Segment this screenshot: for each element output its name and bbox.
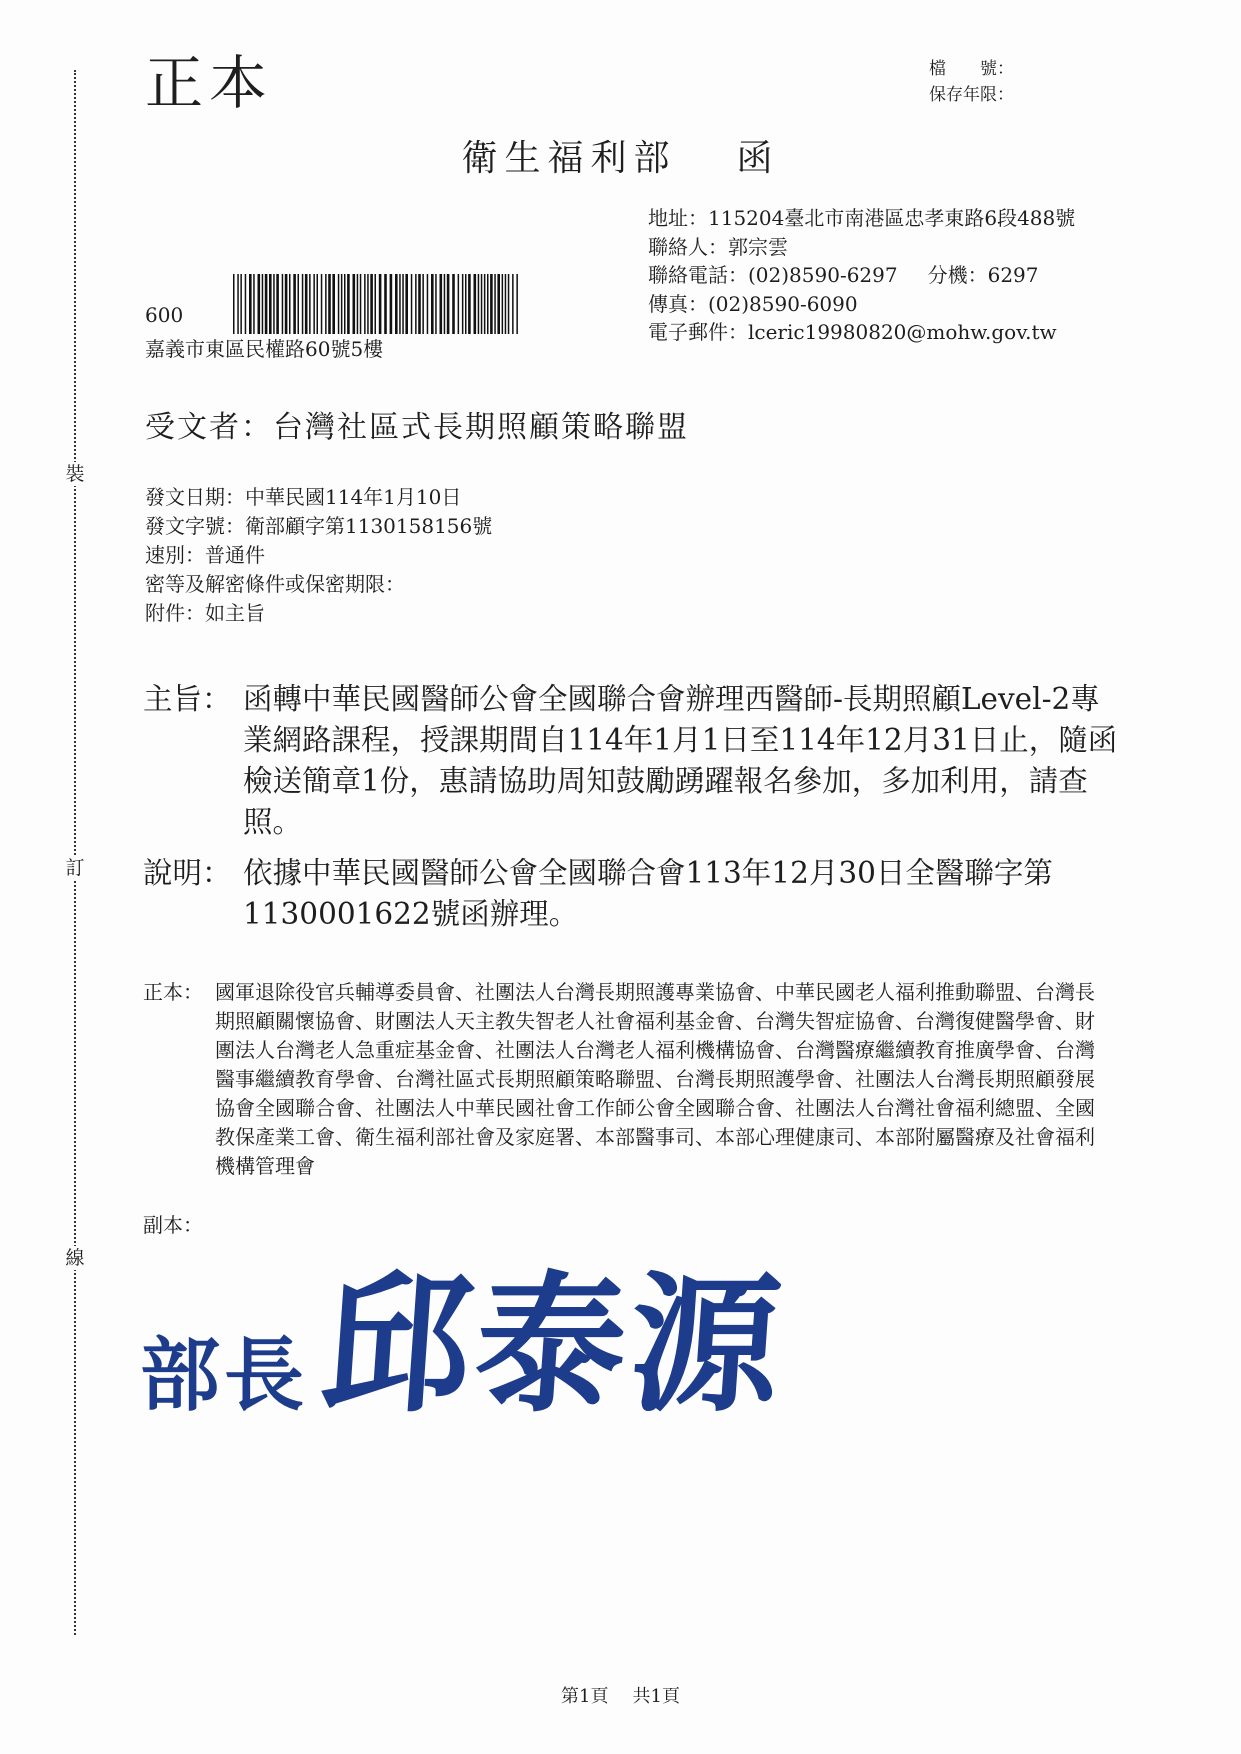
- retention-period-label: 保存年限：: [929, 85, 1014, 105]
- barcode-bar: [395, 274, 398, 334]
- contact-person: 聯絡人：郭宗雲: [648, 234, 788, 259]
- barcode-bar: [384, 274, 387, 334]
- document-meta: [145, 483, 492, 628]
- barcode-bar: [427, 274, 429, 334]
- main-recipients-text: 國軍退除役官兵輔導委員會、社團法人台灣長期照護專業協會、中華民國老人福利推動聯盟、台灣長期照顧關懷協會、財團法人天主教失智老人社會福利基金會、台灣失智症協會、台灣復健醫學會、財團法人台灣老人急重症基金會、社團法人台灣老人福利機構協會、台灣醫療繼續教育推廣學會、台灣醫事繼續教育學會、台灣社區式長期照顧策略聯盟、台灣長期照護學會、社團法人台灣長期照顧發展協會全國聯合會、社團法人中華民國社會工作師公會全國聯合會、社團法人台灣社會福利總盟、全國教保產業工會、衛生福利部社會及家庭署、本部醫事司、本部心理健康司、本部附屬醫療及社會福利機構管理會: [215, 980, 1095, 1178]
- file-meta: [929, 56, 1014, 108]
- barcode-bar: [390, 274, 393, 334]
- secrecy-level: 密等及解密條件或保密期限：: [145, 572, 405, 596]
- barcode-bar: [344, 274, 346, 334]
- barcode-bar: [338, 274, 340, 334]
- binding-mark-ding: 訂: [62, 856, 88, 880]
- contact-block: [648, 204, 1075, 347]
- signature-title: 部長: [140, 1328, 308, 1422]
- barcode-bar: [332, 274, 335, 334]
- issue-date: 發文日期：中華民國114年1月10日: [145, 485, 462, 509]
- barcode-bar: [462, 274, 464, 334]
- file-number-label: 檔 號：: [929, 59, 1014, 79]
- barcode-bar: [273, 274, 275, 334]
- contact-phone: 聯絡電話：(02)8590-6297: [648, 263, 898, 287]
- barcode-bar: [435, 274, 437, 334]
- barcode-bar: [302, 274, 304, 334]
- binding-mark-zhuang: 裝: [62, 462, 88, 486]
- barcode-bar: [240, 274, 242, 334]
- barcode-bar: [468, 274, 471, 334]
- barcode-bar: [399, 274, 401, 334]
- postal-code: 600: [145, 303, 184, 327]
- barcode-bar: [317, 274, 319, 334]
- postal-barcode: [233, 274, 519, 334]
- barcode-bar: [494, 274, 496, 334]
- barcode-bar: [282, 274, 284, 334]
- barcode-bar: [347, 274, 350, 334]
- explanation-label: 說明：: [143, 856, 232, 890]
- barcode-bar: [285, 274, 288, 334]
- barcode-bar: [289, 274, 291, 334]
- binding-mark-xian: 線: [62, 1246, 88, 1270]
- barcode-bar: [276, 274, 279, 334]
- barcode-bar: [516, 274, 518, 334]
- barcode-bar: [465, 274, 467, 334]
- barcode-bar: [237, 274, 239, 334]
- minister-signature: [140, 1255, 791, 1435]
- barcode-bar: [328, 274, 331, 334]
- barcode-bar: [258, 274, 261, 334]
- barcode-bar: [357, 274, 359, 334]
- barcode-bar: [508, 274, 510, 334]
- barcode-bar: [269, 274, 272, 334]
- barcode-bar: [402, 274, 404, 334]
- explanation-section: [143, 853, 1118, 935]
- barcode-bar: [497, 274, 500, 334]
- binding-line: [74, 70, 76, 1635]
- barcode-bar: [447, 274, 450, 334]
- contact-email: 電子郵件：lceric19980820@mohw.gov.tw: [648, 320, 1057, 344]
- barcode-bar: [370, 274, 373, 334]
- barcode-bar: [474, 274, 477, 334]
- barcode-bar: [233, 274, 235, 334]
- barcode-bar: [375, 274, 377, 334]
- barcode-bar: [262, 274, 264, 334]
- contact-fax: 傳真：(02)8590-6090: [648, 291, 858, 316]
- barcode-bar: [298, 274, 300, 334]
- barcode-bar: [505, 274, 507, 334]
- explanation-text: 依據中華民國醫師公會全國聯合會113年12月30日全醫聯字第1130001622號函辦理。: [243, 856, 1053, 931]
- subject-text: 函轉中華民國醫師公會全國聯合會辦理西醫師-長期照顧Level-2專業網路課程，授課期間自114年1月1日至114年12月31日止，隨函檢送簡章1份，惠請協助周知鼓勵踴躍報名參加，多加利用，請查照。: [243, 682, 1118, 839]
- barcode-bar: [360, 274, 362, 334]
- barcode-bar: [444, 274, 446, 334]
- barcode-bar: [478, 274, 480, 334]
- barcode-bar: [313, 274, 315, 334]
- barcode-bar: [249, 274, 252, 334]
- attachment-note: 附件：如主旨: [145, 601, 265, 625]
- barcode-bar: [253, 274, 255, 334]
- barcode-bar: [440, 274, 443, 334]
- distribution-copy: [143, 1211, 1098, 1240]
- barcode-bar: [418, 274, 421, 334]
- subject-section: [143, 679, 1118, 843]
- barcode-bar: [422, 274, 424, 334]
- main-recipients-label: 正本：: [143, 980, 203, 1004]
- barcode-bar: [379, 274, 382, 334]
- barcode-bar: [431, 274, 434, 334]
- barcode-bar: [321, 274, 323, 334]
- signature-name: 邱泰源: [315, 1257, 791, 1433]
- barcode-bar: [353, 274, 356, 334]
- sender-address: 地址：115204臺北市南港區忠孝東路6段488號: [648, 206, 1076, 230]
- barcode-bar: [364, 274, 366, 334]
- barcode-bar: [487, 274, 489, 334]
- document-number: 發文字號：衛部顧字第1130158156號: [145, 514, 493, 538]
- barcode-bar: [405, 274, 408, 334]
- subject-label: 主旨：: [143, 682, 232, 716]
- barcode-bar: [512, 274, 514, 334]
- barcode-bar: [490, 274, 493, 334]
- barcode-bar: [245, 274, 247, 334]
- distribution-main: [143, 978, 1098, 1181]
- barcode-bar: [325, 274, 327, 334]
- barcode-bar: [484, 274, 486, 334]
- barcode-bar: [293, 274, 296, 334]
- barcode-bar: [367, 274, 369, 334]
- page-number: [0, 1682, 1241, 1708]
- barcode-bar: [305, 274, 308, 334]
- barcode-bar: [411, 274, 413, 334]
- barcode-bar: [502, 274, 504, 334]
- barcode-bar: [415, 274, 417, 334]
- current-page: 第1頁: [561, 1686, 609, 1707]
- recipient-address: 嘉義市東區民權路60號5樓: [145, 337, 384, 361]
- barcode-bar: [458, 274, 460, 334]
- barcode-bar: [309, 274, 311, 334]
- barcode-bar: [452, 274, 455, 334]
- barcode-bar: [341, 274, 343, 334]
- addressee: 受文者：台灣社區式長期照顧策略聯盟: [145, 410, 689, 445]
- total-pages: 共1頁: [632, 1686, 680, 1707]
- contact-extension: 分機：6297: [927, 263, 1039, 287]
- original-copy-stamp: 正本: [145, 49, 274, 117]
- copy-recipients-label: 副本：: [143, 1213, 203, 1237]
- barcode-bar: [265, 274, 268, 334]
- barcode-bar: [481, 274, 483, 334]
- delivery-speed: 速別：普通件: [145, 543, 265, 567]
- agency-name: 衛生福利部: [461, 138, 677, 179]
- letter-title: [0, 130, 1241, 181]
- document-type: 函: [736, 138, 780, 179]
